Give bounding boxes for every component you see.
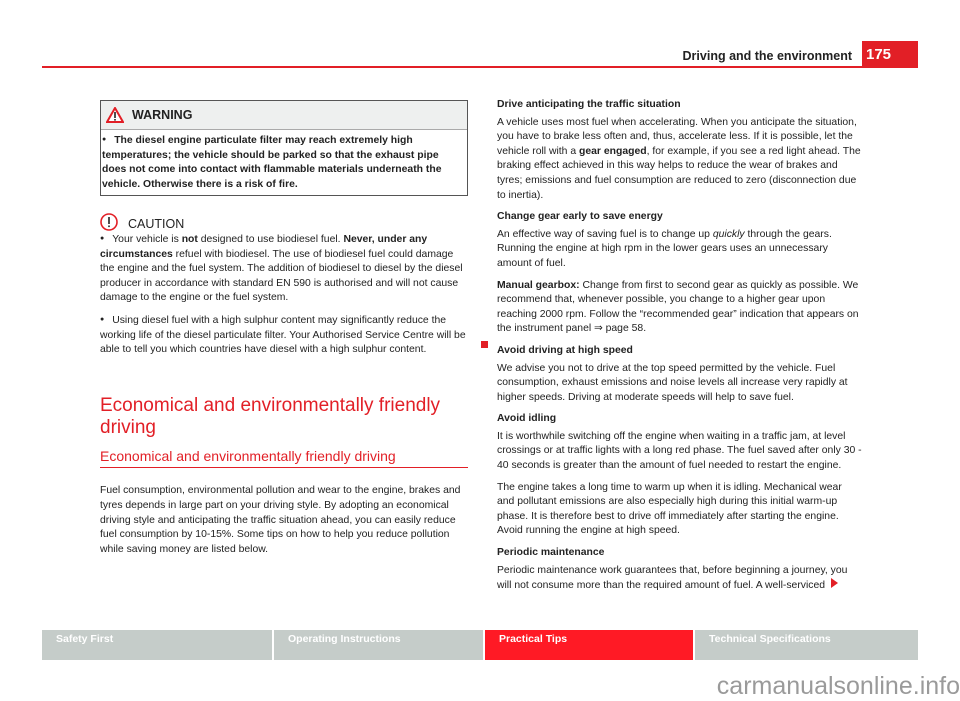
tab-safety-first[interactable]: Safety First xyxy=(42,630,272,660)
left-column xyxy=(100,0,468,564)
continue-arrow-icon xyxy=(831,578,838,588)
warning-triangle-icon xyxy=(106,107,124,123)
caution-title: CAUTION xyxy=(128,217,185,232)
heading-anticipate: Drive anticipating the traffic situation xyxy=(497,99,681,110)
tab-technical-specifications[interactable]: Technical Specifications xyxy=(695,630,918,660)
para-change-gear: An effective way of saving fuel is to change up quickly through the gears. Running the engine at high rpm in the lower gears uses an unnecessary amount of fuel. xyxy=(497,228,832,269)
para-idling-1: It is worthwhile switching off the engine when waiting in a traffic jam, at level crossings or at traffic lights with a long red phase. The fuel saved after only 30 - 40 seconds is greater than the amount of fuel needed to restart the engine. xyxy=(497,430,862,472)
para-anticipate: A vehicle uses most fuel when accelerating. When you anticipate the situation, you have to brake less often and, thus, accelerate less. If it is possible, let the vehicle roll with a gear engaged, for example, if you see a red light ahead. The braking effect achieved in this way helps to reduce the wear of brakes and tyres; emissions and fuel consumption are reduced to zero (disconnection due to inertia). xyxy=(497,116,861,201)
tab-practical-tips[interactable]: Practical Tips xyxy=(485,630,693,660)
tab-operating-instructions[interactable]: Operating Instructions xyxy=(274,630,483,660)
heading-change-gear: Change gear early to save energy xyxy=(497,211,663,223)
end-of-section-marker xyxy=(481,341,488,348)
section-intro: Fuel consumption, environmental pollution and wear to the engine, brakes and tyres depends in large part on your driving style. By adopting an economical driving style and anticipating the traffic situation ahead, you can easily reduce fuel consumption by 10-15%. Some tips on how to help you reduce pollution while saving money are listed below. xyxy=(100,485,461,555)
warning-title: WARNING xyxy=(132,107,193,122)
para-idling-2: The engine takes a long time to warm up when it is idling. Mechanical wear and pollutant emissions are also especially high during this initial warm-up phase. It is therefore best to drive off immediately after starting the engine. Avoid running the engine at high speed. xyxy=(497,481,842,537)
caution-icon xyxy=(100,213,118,231)
heading-maintenance: Periodic maintenance xyxy=(497,547,605,559)
right-column xyxy=(497,98,862,601)
section-title: Economical and environmentally friendly driving xyxy=(100,394,441,438)
para-maintenance: Periodic maintenance work guarantees that, before beginning a journey, you will not consume more than the required amount of fuel. A well-serviced xyxy=(497,564,848,592)
heading-high-speed: Avoid driving at high speed xyxy=(497,344,633,356)
caution-bullet-1: ● Your vehicle is not designed to use biodiesel fuel. Never, under any circumstances refuel with biodiesel. The use of biodiesel fuel could damage the engine and the fuel system. The addition of biodiesel to diesel by the diesel producer in accordance with standard EN 590 is authorised and will not cause damage to the engine or the fuel system. xyxy=(100,232,468,306)
caution-bullet-2: ● Using diesel fuel with a high sulphur content may significantly reduce the working life of the diesel particulate filter. Your Authorised Service Centre will be able to tell you which countries have diesel with a high sulphur content. xyxy=(100,313,468,358)
watermark: carmanualsonline.info xyxy=(716,672,960,700)
para-manual-gearbox: Manual gearbox: Change from first to second gear as quickly as possible. We recommend that, whenever possible, you change to a higher gear upon reaching 2000 rpm. Follow the “recommended gear” indication that appears on the instrument panel ⇒ page 58. xyxy=(497,279,859,335)
warning-box xyxy=(100,100,468,196)
section-subtitle: Economical and environmentally friendly driving xyxy=(100,449,468,469)
para-high-speed: We advise you not to drive at the top speed permitted by the vehicle. Fuel consumption, exhaust emissions and noise levels all increase very rapidly at higher speeds. Driving at moderate speeds will help to save fuel. xyxy=(497,362,848,403)
heading-idling: Avoid idling xyxy=(497,413,557,425)
chapter-title: Driving and the environment xyxy=(682,49,852,63)
warning-text: ● The diesel engine particulate filter may reach extremely high temperatures; the vehicle should be parked so that the exhaust pipe does not come into contact with flammable materials underneath the vehicle. Otherwise there is a risk of fire. xyxy=(101,130,467,195)
footer-tabs xyxy=(42,630,918,660)
page-number: 175 xyxy=(862,41,918,66)
